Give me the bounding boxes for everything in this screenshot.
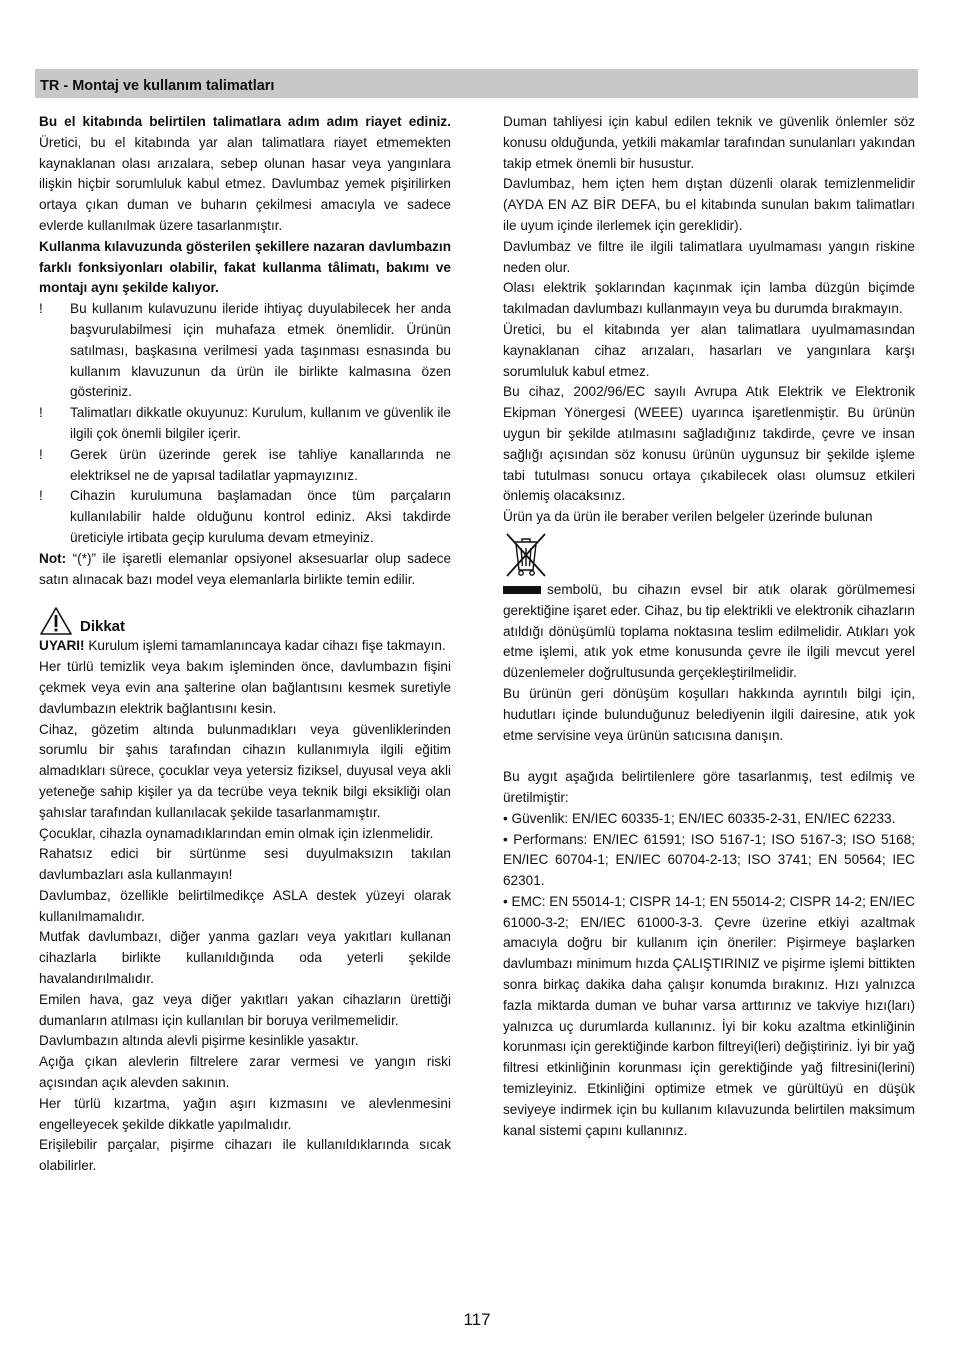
bold-notice: Kullanma kılavuzunda gösterilen şekillere nazaran davlumbazın farklı fonksiyonları olabilir, fakat kullanma tâlimatı, bakımı ve montajı aynı şekilde kalıyor. [39, 238, 451, 296]
body-paragraph: Bu cihaz, 2002/96/EC sayılı Avrupa Atık Elektrik ve Elektronik Ekipman Yönergesi (WEEE) uyarınca işaretlenmiştir. Bu ürünün uygun bir şekilde atılmasını sağladığınız takdirde, çevre ve insan sağlığı açısından söz konusu ürünün uygunsuz bir şekilde işleme tabi tutulması sonucu ortaya çıkabilecek olası olumsuz etkileri önlemiş olacaksınız. [503, 384, 915, 504]
page-number: 117 [463, 1310, 491, 1329]
section-title: TR - Montaj ve kullanım talimatları [40, 78, 275, 94]
caution-label: Dikkat [80, 618, 126, 636]
left-column [39, 112, 451, 1177]
weee-intro: Ürün ya da ürün ile beraber verilen belgeler üzerinde bulunan [503, 509, 873, 525]
body-paragraph: Davlumbaz, hem içten hem dıştan düzenli olarak temizlenmelidir (AYDA EN AZ BİR DEFA, bu el kitabında sunulan bakım talimatları ile uyum içinde ilerlemek için gereklidir). [503, 176, 915, 233]
body-paragraph: Davlumbazın altında alevli pişirme kesinlikle yasaktır. [39, 1033, 359, 1049]
bullet-text: Gerek ürün üzerinde gerek ise tahliye kanallarında ne elektriksel ne de yapısal tadilatlar yapmayızınız. [70, 446, 451, 483]
body-paragraph: Davlumbaz ve filtre ile ilgili talimatlara uyulmaması yangın riskine neden olur. [503, 238, 915, 275]
note-label: Not: [39, 550, 67, 566]
crossed-bin-icon [503, 530, 549, 580]
weee-paragraph [503, 580, 915, 684]
bullet-text: Cihazin kurulumuna başlamadan önce tüm parçaların kullanılabilir halde olduğunu kontrol ediniz. Aksi takdirde üreticiyle irtibata geçip kuruluma devam etmeyiniz. [70, 488, 451, 545]
standard-item: • Performans: EN/IEC 61591; ISO 5167-1; ISO 5167-3; ISO 5168; EN/IEC 60704-1; EN/IEC 60704-2-13; ISO 3741; EN 50564; IEC 62301. [503, 831, 915, 889]
body-paragraph: Mutfak davlumbazı, diğer yanma gazları veya yakıtları kullanan cihazlarla birlikte kullanıldığında oda yeterli şekilde havalandırılmalıdır. [39, 929, 451, 987]
bullet-item [39, 486, 451, 548]
body-paragraph: Davlumbaz, özellikle belirtilmedikçe ASLA destek yüzeyi olarak kullanılmamalıdır. [39, 887, 451, 924]
intro-bold: Bu el kitabında belirtilen talimatlara adım adım riayet ediniz. [39, 114, 451, 129]
standard-item: • EMC: EN 55014-1; CISPR 14-1; EN 55014-2; CISPR 14-2; EN/IEC 61000-3-2; EN/IEC 61000-3-3. Çevre üzerine etkiyi azaltmak amacıyla doğru bir kullanım için öneriler: Pişirmeye başlarken davlumbazı minimum hızda ÇALIŞTIRINIZ ve pişirme işlemi bittikten sonra birkaç dakika daha çalışır konumda bırakınız. Hızı yalnızca fazla miktarda duman ve buhar varsa arttırınız ve takviye hızı(ları) yalnızca uç durumlarda kullanınız. İyi bir koku azaltma etkinliğinin korunması için gerektiğinde karbon filtreyi(leri) değiştiriniz. İyi bir yağ filtresi etkinliğinin korunması için gerektiğinde yağ filtresini(lerini) temizleyiniz. Etkinliğini optimize etmek ve gürültüyü en düşük seviyeye indirmek için bu kullanım kılavuzunda belirtilen maksimum kanal sistemi çapını kullanınız. [503, 893, 915, 1138]
bullet-item [39, 403, 451, 445]
body-paragraph: Her türlü temizlik veya bakım işleminden önce, davlumbazın fişini çekmek veya evin ana şalterine olan bağlantısını kesmek suretiyle davlumbazın elektrik bağlantısını kesin. [39, 659, 451, 716]
bullet-item [39, 445, 451, 487]
body-paragraph: Rahatsız edici bir sürtünme sesi duyulmaksızın takılan davlumbazları asla kullanmayın! [39, 846, 451, 883]
bullet-mark: ! [39, 301, 43, 317]
bullet-mark: ! [39, 405, 43, 421]
note-text: “(*)” ile işaretli elemanlar opsiyonel aksesuarlar olup sadece satın alınacak bazı model veya elemanlarla birlikte temin edilir. [39, 550, 451, 587]
weee-bar-symbol [503, 586, 541, 594]
warning-paragraph [39, 636, 451, 657]
standard-item: • Güvenlik: EN/IEC 60335-1; EN/IEC 60335-2-31, EN/IEC 62233. [503, 810, 896, 826]
right-column [503, 112, 915, 1141]
bullet-item [39, 299, 451, 403]
recycle-paragraph: Bu ürünün geri dönüşüm koşulları hakkında ayrıntılı bilgi için, hudutları içinde bulunduğunuz belediyenin ilgili dairesine, atık yok etme servisine veya ürünün satıcısına danışın. [503, 685, 915, 743]
intro-paragraph [39, 112, 451, 237]
body-paragraph: Erişilebilir parçalar, pişirme cihazarı ile kullanıldıklarında sıcak olabilirler. [39, 1137, 451, 1174]
body-paragraph: Üretici, bu el kitabında yer alan talimatlara uyulmamasından kaynaklanan cihaz arızaları, hasarları ve yangınlara karşı sorumluluk kabul etmez. [503, 321, 915, 379]
caution-heading [39, 604, 451, 636]
spacer [503, 746, 915, 767]
bullet-text: Talimatları dikkatle okuyunuz: Kurulum, kullanım ve güvenlik ile ilgili çok önemli bilgiler içerir. [70, 405, 451, 441]
body-paragraph: Her türlü kızartma, yağın aşırı kızmasını ve alevlenmesini engelleyecek şekilde dikkatle yapılmalıdır. [39, 1095, 451, 1132]
section-header [35, 69, 918, 98]
bullet-mark: ! [39, 446, 43, 462]
design-paragraph: Bu aygıt aşağıda belirtilenlere göre tasarlanmış, test edilmiş ve üretilmiştir: [503, 769, 915, 805]
body-paragraph: Cihaz, gözetim altında bulunmadıkları veya güvenliklerinden sorumlu bir şahıs tarafından cihazın kullanımıyla ilgili eğitim almadıkları sürece, çocuklar veya yetersiz fiziksel, duyusal veya akli yeteneğe sahip kişiler ya da tecrübe veya teknik bilgi eksikliği olan şahıslar tarafından kullanılacak şekilde tasarlanmamıştır. [39, 721, 451, 820]
bullet-mark: ! [39, 488, 43, 504]
warning-triangle-icon [39, 606, 73, 636]
weee-text: sembolü, bu cihazın evsel bir atık olarak görülmemesi gerektiğine işaret eder. Cihaz, bu tip elektrikli ve elektronik cihazların atıldığı dönüşümlü toplama noktasına teslim edilmelidir. Atıkları yok etme işlemi, atık yok etme konusunda çevre ile ilgili mevcut yerel düzenlemeler doğrultusunda gerçekleştirilmelidir. [503, 581, 915, 681]
body-paragraph: Açığa çıkan alevlerin filtrelere zarar vermesi ve yangın riski açısından açık alevden sakının. [39, 1054, 451, 1091]
bullet-text: Bu kullanım kulavuzunu ileride ihtiyaç duyulabilecek her anda başvurulabilmesi için muhafaza etmek önemlidir. Ürünün satılması, başkasına verilmesi yada taşınması esnasında bu kullanım klavuzunun da ürün ile birlikte kalmasına özen gösteriniz. [70, 301, 451, 400]
body-paragraph: Olası elektrik şoklarından kaçınmak için lamba düzgün biçimde takılmadan davlumbazı kullanmayın veya bu durumda bırakmayın. [503, 280, 915, 317]
body-paragraph: Duman tahliyesi için kabul edilen teknik ve güvenlik önlemler söz konusu olduğunda, yetkili makamlar tarafından sunulanları yakından takip etmek önemli bir husustur. [503, 114, 915, 171]
warning-text: Kurulum işlemi tamamlanıncaya kadar cihazı fişe takmayın. [84, 638, 446, 654]
note-paragraph [39, 549, 451, 591]
intro-text: Üretici, bu el kitabında yar alan talimatlara riayet etmemekten kaynaklanan olası arızalara, sebep olunan hasar veya yangınlara ilişkin hiçbir sorumluluk kabul etmez. Davlumbaz yemek pişirilirken ortaya çıkan duman ve buharın çekilmesi amacıyla ve sadece evlerde kullanılmak üzere tasarlanmıştır. [39, 134, 451, 233]
body-paragraph: Emilen hava, gaz veya diğer yakıtları yakan cihazların ürettiği dumanların atılması için kullanılan bir boruya verilmemelidir. [39, 991, 451, 1028]
body-paragraph: Çocuklar, cihazla oynamadıklarından emin olmak için izlenmelidir. [39, 825, 434, 841]
warning-label: UYARI! [39, 638, 85, 654]
